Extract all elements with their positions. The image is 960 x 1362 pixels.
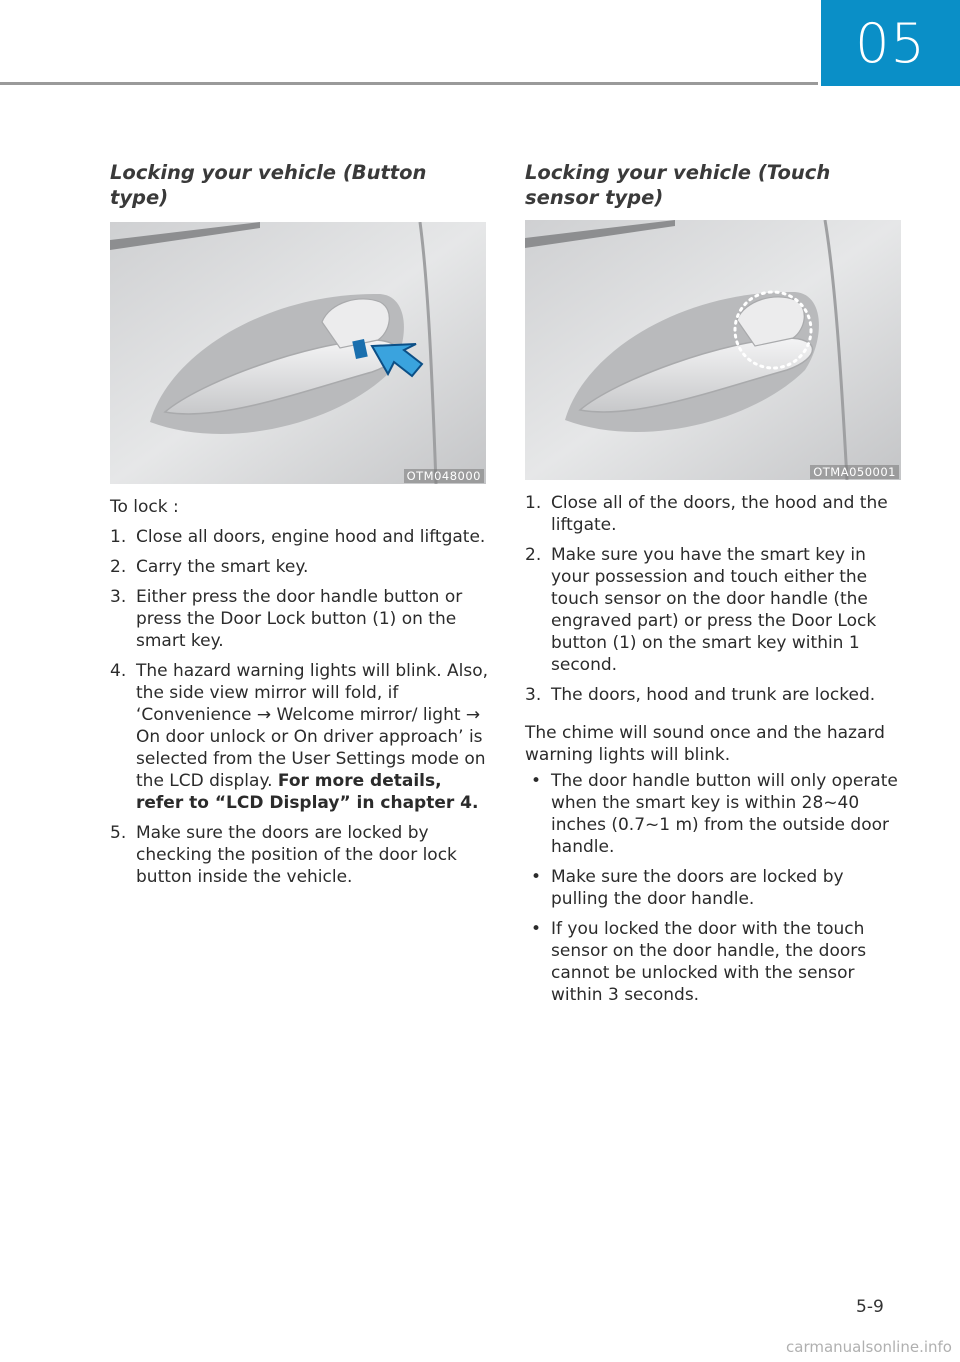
list-item: • Make sure the doors are locked by pulling the door handle. [531, 867, 844, 909]
door-handle-button-figure [110, 222, 486, 484]
list-item: • If you locked the door with the touch sensor on the door handle, the doors cannot be unlocked with the sensor within 3 seconds. [531, 919, 867, 1005]
lead-text: To lock : [110, 497, 179, 517]
watermark-link[interactable]: carmanualsonline.info [786, 1338, 952, 1356]
chapter-tab: 05 [821, 0, 960, 86]
page-number: 5-9 [856, 1297, 884, 1317]
list-item: 3. Either press the door handle button or press the Door Lock button (1) on the smart key. [110, 587, 463, 651]
list-item: 5. Make sure the doors are locked by checking the position of the door lock button inside the vehicle. [110, 823, 457, 887]
door-handle-button-illustration [110, 222, 486, 484]
list-item: 3. The doors, hood and trunk are locked. [525, 685, 876, 705]
figure-code: OTMA050001 [810, 465, 899, 479]
right-steps-list [525, 492, 903, 706]
chime-paragraph: The chime will sound once and the hazard warning lights will blink. [525, 723, 885, 765]
door-handle-touch-sensor-figure [525, 220, 901, 480]
section-title-button-type: Locking your vehicle (Button type) [110, 161, 427, 209]
left-column [110, 160, 488, 896]
list-item: • The door handle button will only operate when the smart key is within 28~40 inches (0.7~1 m) from the outside door handle. [531, 771, 898, 857]
right-column [525, 160, 903, 1014]
list-item: 2. Make sure you have the smart key in your possession and touch either the touch sensor on the door handle (the engraved part) or press the Door Lock button (1) on the smart key within 1 second. [525, 545, 877, 675]
section-title-touch-sensor-type: Locking your vehicle (Touch sensor type) [525, 161, 831, 209]
list-item: 2. Carry the smart key. [110, 557, 309, 577]
bold-reference: For more details, refer to “LCD Display” in chapter 4. [136, 771, 479, 813]
list-item: 1. Close all doors, engine hood and liftgate. [110, 527, 486, 547]
figure-code: OTM048000 [404, 469, 484, 483]
notes-bullet-list [525, 770, 903, 1006]
door-handle-touch-sensor-illustration [525, 220, 901, 480]
header-rule [0, 82, 818, 85]
left-steps-list [110, 526, 488, 888]
list-item: 1. Close all of the doors, the hood and the liftgate. [525, 493, 888, 535]
list-item: 4. The hazard warning lights will blink. Also, the side view mirror will fold, if ‘Convenience → Welcome mirror/ light → On door unlock or On driver approach’ is selected from the User Settings mode on the LCD display. For more details, refer to “LCD Display” in chapter 4. [110, 661, 489, 813]
